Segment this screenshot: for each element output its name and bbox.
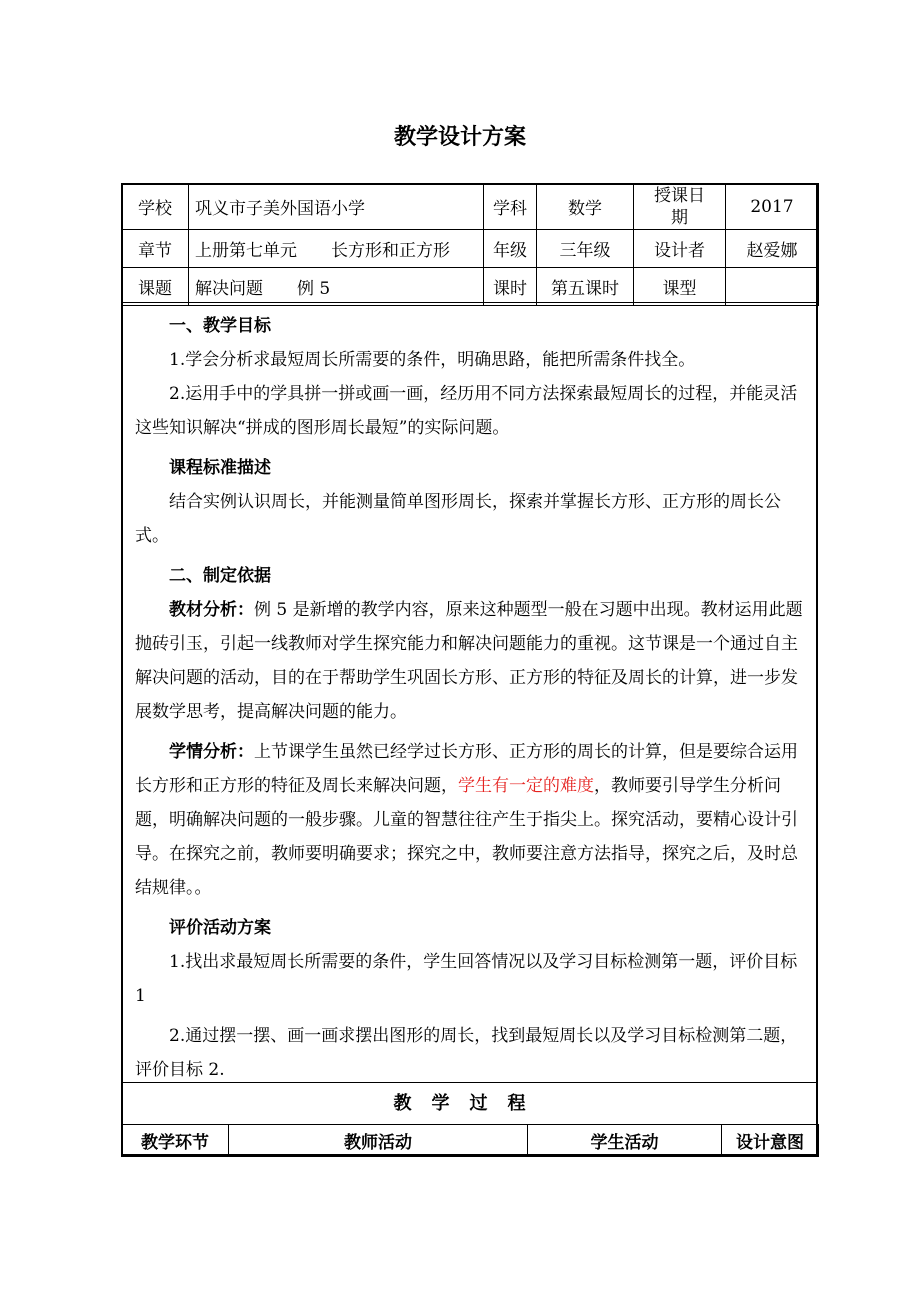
topic-label: 课题 xyxy=(122,268,189,306)
textbook-analysis xyxy=(135,593,806,729)
subject-label: 学科 xyxy=(484,184,537,230)
school-label: 学校 xyxy=(122,184,189,230)
heading-curriculum-standard: 课程标准描述 xyxy=(169,458,271,478)
designer-value: 赵爱娜 xyxy=(726,230,819,268)
type-value xyxy=(726,268,819,306)
evaluation-1: 1.找出求最短周长所需要的条件，学生回答情况以及学习目标检测第一题，评价目标 1 xyxy=(135,952,798,1006)
process-header-table xyxy=(121,1124,819,1157)
grade-label: 年级 xyxy=(484,230,537,268)
period-value: 第五课时 xyxy=(537,268,634,306)
textbook-analysis-label: 教材分析： xyxy=(169,600,254,620)
learner-analysis xyxy=(135,735,806,905)
chapter-label: 章节 xyxy=(122,230,189,268)
goal-2: 2.运用手中的学具拼一拼或画一画，经历用不同方法探索最短周长的过程，并能灵活这些知识解决“拼成的图形周长最短”的实际问题。 xyxy=(135,384,798,438)
goal-1: 1.学会分析求最短周长所需要的条件，明确思路，能把所需条件找全。 xyxy=(169,350,696,370)
learner-analysis-label: 学情分析： xyxy=(169,742,254,762)
process-title: 教学过程 xyxy=(121,1083,818,1124)
column-header: 教学环节 xyxy=(122,1125,229,1157)
date-value: 2017 xyxy=(726,184,819,230)
page-title: 教学设计方案 xyxy=(393,125,526,150)
table-row xyxy=(122,1125,819,1157)
heading-evaluation-plan: 评价活动方案 xyxy=(169,918,271,938)
heading-basis: 二、制定依据 xyxy=(169,566,271,586)
column-header: 教师活动 xyxy=(229,1125,528,1157)
curriculum-standard-text: 结合实例认识周长，并能测量简单图形周长，探索并掌握长方形、正方形的周长公式。 xyxy=(135,492,781,546)
learner-analysis-text-a: 上节课学生虽然已经学过长方形、正方形的周长的计算，但是要综合运用长方形和正方形的特征及周长来解决问题， xyxy=(135,742,798,796)
heading-teaching-goals: 一、教学目标 xyxy=(169,316,271,336)
table-row xyxy=(122,230,819,268)
table-row xyxy=(122,184,819,230)
chapter-value: 上册第七单元 长方形和正方形 xyxy=(189,230,484,268)
textbook-analysis-text: 例 5 是新增的教学内容，原来这种题型一般在习题中出现。教材运用此题抛砖引玉，引起一线教师对学生探究能力和解决问题能力的重视。这节课是一个通过自主解决问题的活动，目的在于帮助学生巩固长方形、正方形的特征及周长的计算，进一步发展数学思考，提高解决问题的能力。 xyxy=(135,600,803,722)
grade-value: 三年级 xyxy=(537,230,634,268)
column-header: 学生活动 xyxy=(528,1125,722,1157)
date-label: 授课日期 xyxy=(634,184,726,230)
subject-value: 数学 xyxy=(537,184,634,230)
type-label: 课型 xyxy=(634,268,726,306)
learner-analysis-highlight: 学生有一定的难度 xyxy=(458,776,594,796)
column-header: 设计意图 xyxy=(722,1125,819,1157)
school-value: 巩义市子美外国语小学 xyxy=(189,184,484,230)
table-row xyxy=(122,268,819,306)
learner-analysis-text-b: ，教师要引导学生分析问题，明确解决问题的一般步骤。儿童的智慧往往产生于指尖上。探究活动，要精心设计引导。在探究之前，教师要明确要求；探究之中，教师要注意方法指导，探究之后，及时总结规律。。 xyxy=(135,776,798,898)
evaluation-2: 2.通过摆一摆、画一画求摆出图形的周长，找到最短周长以及学习目标检测第二题，评价目标 2. xyxy=(135,1026,798,1080)
info-table xyxy=(121,183,819,306)
topic-value: 解决问题 例 5 xyxy=(189,268,484,306)
designer-label: 设计者 xyxy=(634,230,726,268)
period-label: 课时 xyxy=(484,268,537,306)
objectives-section xyxy=(121,302,818,1083)
